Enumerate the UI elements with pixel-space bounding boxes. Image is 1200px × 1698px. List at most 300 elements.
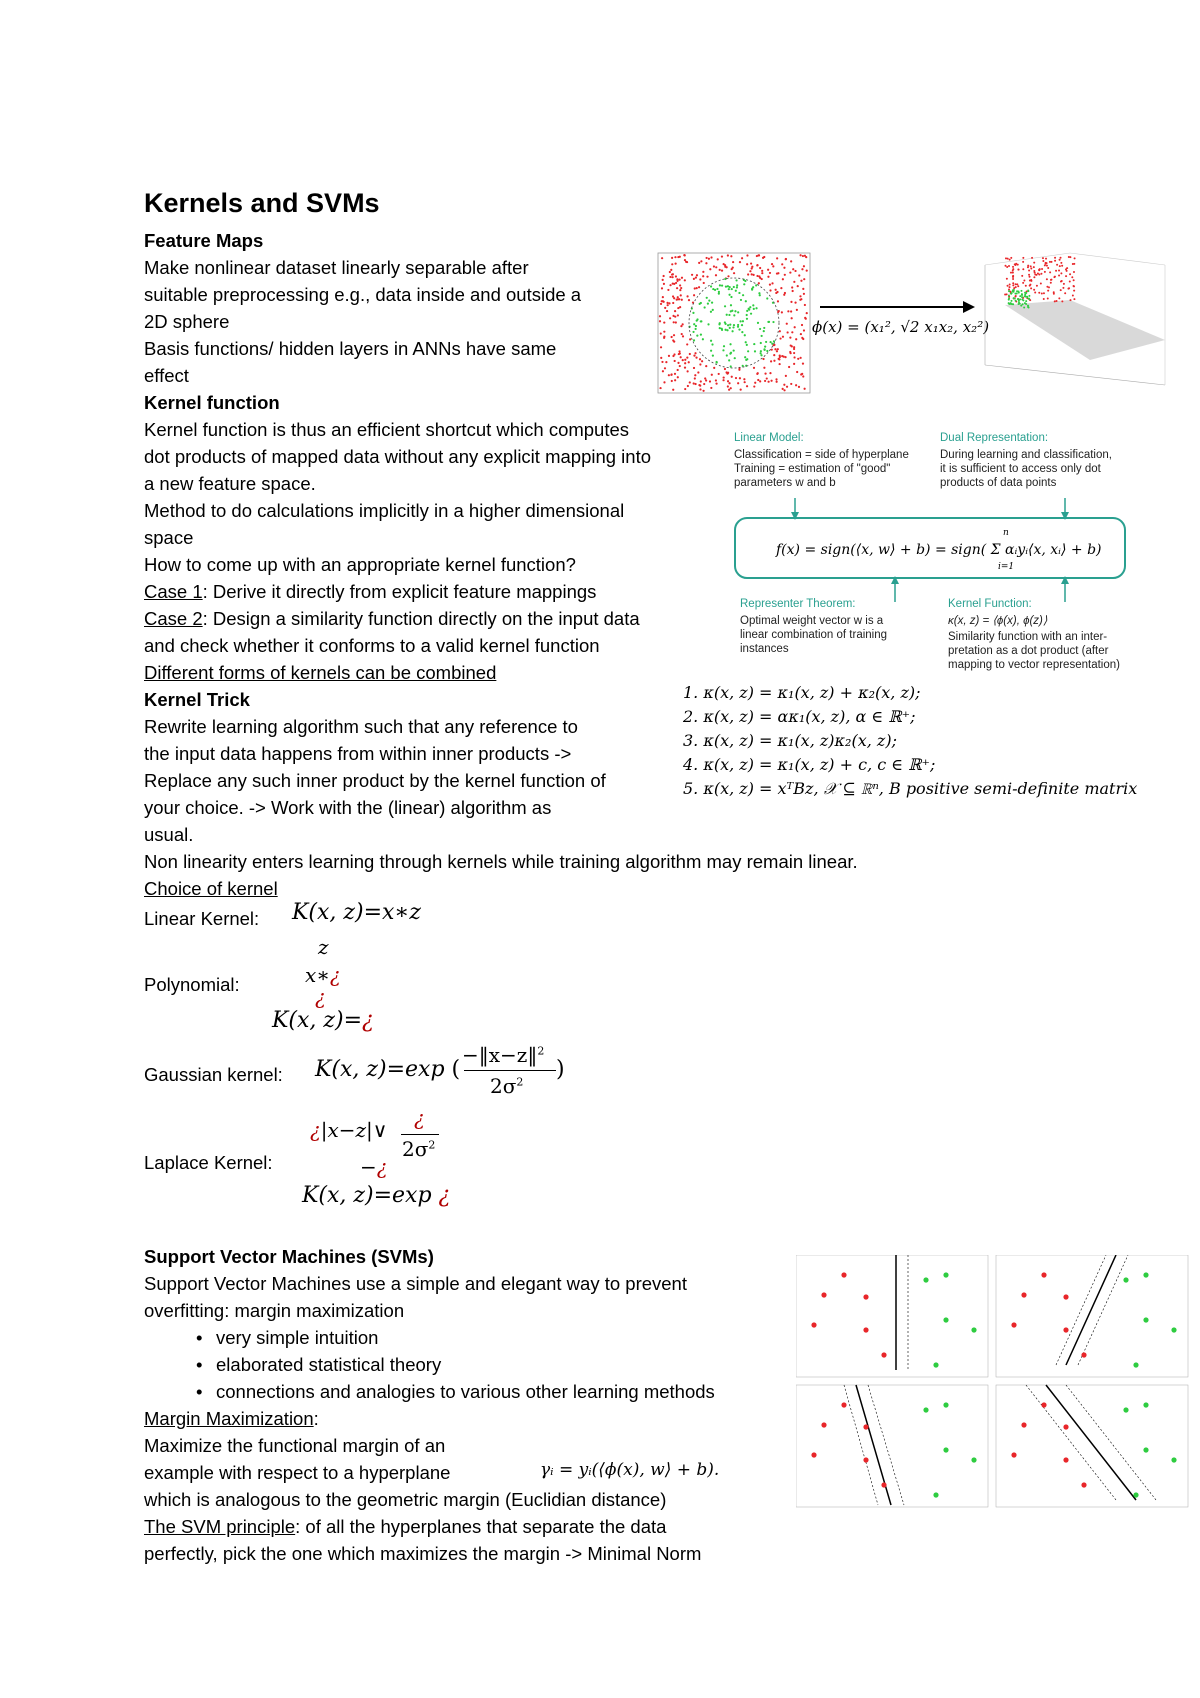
scatter-point bbox=[677, 296, 679, 298]
scatter-point bbox=[700, 380, 702, 382]
scatter-point bbox=[784, 274, 786, 276]
scatter-3d-point bbox=[1030, 265, 1032, 267]
case2-text: : Design a similarity function directly on the input data bbox=[202, 608, 640, 629]
scatter-point bbox=[728, 294, 730, 296]
scatter-3d-point bbox=[1030, 280, 1032, 282]
scatter-point bbox=[776, 350, 778, 352]
negative-point bbox=[1063, 1424, 1068, 1429]
scatter-3d-point bbox=[1058, 297, 1060, 299]
scatter-point bbox=[773, 354, 775, 356]
scatter-point bbox=[757, 379, 759, 381]
scatter-3d-point bbox=[1019, 295, 1021, 297]
gaussian-denominator: $2\sigma^2$ bbox=[490, 1074, 524, 1098]
scatter-point bbox=[710, 256, 712, 258]
scatter-point bbox=[726, 354, 728, 356]
scatter-point bbox=[787, 310, 789, 312]
scatter-3d-point bbox=[1011, 300, 1013, 302]
scatter-3d-point bbox=[1010, 272, 1012, 274]
choice-of-kernel-heading: Choice of kernel bbox=[144, 878, 278, 899]
negative-point bbox=[881, 1352, 886, 1357]
scatter-point bbox=[728, 389, 730, 391]
scatter-point bbox=[725, 286, 727, 288]
scatter-point bbox=[746, 263, 748, 265]
scatter-point bbox=[719, 284, 721, 286]
negative-point bbox=[841, 1272, 846, 1277]
scatter-3d-point bbox=[1059, 265, 1061, 267]
scatter-point bbox=[728, 314, 730, 316]
scatter-point bbox=[680, 325, 682, 327]
scatter-point bbox=[779, 354, 781, 356]
scatter-point bbox=[739, 377, 741, 379]
scatter-3d-point bbox=[1014, 293, 1016, 295]
linear-kernel-label: Linear Kernel: bbox=[144, 908, 260, 929]
scatter-point bbox=[711, 343, 713, 345]
scatter-point bbox=[795, 338, 797, 340]
scatter-point bbox=[779, 337, 781, 339]
scatter-point bbox=[695, 325, 697, 327]
scatter-3d-point bbox=[1054, 257, 1056, 259]
scatter-3d-point bbox=[1048, 286, 1050, 288]
scatter-point bbox=[787, 331, 789, 333]
hyperplane-line bbox=[856, 1385, 891, 1505]
scatter-point bbox=[660, 332, 662, 334]
scatter-point bbox=[796, 371, 798, 373]
scatter-point bbox=[760, 352, 762, 354]
scatter-point bbox=[762, 358, 764, 360]
scatter-3d-point bbox=[1038, 292, 1040, 294]
scatter-point bbox=[772, 265, 774, 267]
scatter-point bbox=[769, 289, 771, 291]
scatter-point bbox=[663, 275, 665, 277]
laplace-formula: K(x, z)=exp ¿ bbox=[302, 1183, 451, 1208]
scatter-3d-point bbox=[1013, 287, 1015, 289]
scatter-3d-point bbox=[1010, 257, 1012, 259]
dual-representation-text: During learning and classification, bbox=[940, 449, 1112, 461]
scatter-point bbox=[739, 261, 741, 263]
scatter-point bbox=[712, 309, 714, 311]
scatter-3d-point bbox=[1062, 287, 1064, 289]
scatter-point bbox=[802, 338, 804, 340]
scatter-point bbox=[777, 311, 779, 313]
svm-principle-continuation: perfectly, pick the one which maximizes the margin -> Minimal Norm bbox=[144, 1543, 702, 1564]
scatter-point bbox=[723, 376, 725, 378]
positive-point bbox=[943, 1272, 948, 1277]
scatter-3d-point bbox=[1037, 272, 1039, 274]
scatter-point bbox=[761, 270, 763, 272]
sum-upper-limit: n bbox=[1003, 528, 1009, 538]
scatter-3d-point bbox=[1009, 259, 1011, 261]
negative-point bbox=[863, 1424, 868, 1429]
scatter-point bbox=[738, 328, 740, 330]
kernel-trick-line: Rewrite learning algorithm such that any reference to bbox=[144, 716, 578, 737]
scatter-point bbox=[788, 366, 790, 368]
scatter-point bbox=[671, 273, 673, 275]
svm-panel bbox=[796, 1255, 988, 1377]
svm-hyperplane-figures bbox=[796, 1255, 1196, 1515]
scatter-point bbox=[746, 318, 748, 320]
kernel-trick-line: the input data happens from within inner products -> bbox=[144, 743, 572, 764]
scatter-point bbox=[791, 317, 793, 319]
scatter-point bbox=[678, 298, 680, 300]
negative-point bbox=[1041, 1402, 1046, 1407]
list-item: • very simple intuition bbox=[216, 1324, 378, 1351]
scatter-point bbox=[738, 369, 740, 371]
scatter-3d-point bbox=[1022, 303, 1024, 305]
scatter-point bbox=[694, 352, 696, 354]
svm-panel bbox=[996, 1385, 1188, 1507]
scatter-point bbox=[734, 310, 736, 312]
scatter-point bbox=[693, 355, 695, 357]
scatter-point bbox=[729, 343, 731, 345]
scatter-point bbox=[793, 356, 795, 358]
scatter-point bbox=[790, 383, 792, 385]
scatter-3d-point bbox=[1046, 265, 1048, 267]
scatter-point bbox=[723, 345, 725, 347]
scatter-point bbox=[759, 267, 761, 269]
scatter-point bbox=[713, 265, 715, 267]
scatter-3d-point bbox=[1030, 268, 1032, 270]
scatter-point bbox=[801, 268, 803, 270]
scatter-point bbox=[724, 321, 726, 323]
scatter-point bbox=[715, 361, 717, 363]
scatter-3d-point bbox=[1046, 278, 1048, 280]
scatter-3d-point bbox=[1044, 271, 1046, 273]
svm-intro: overfitting: margin maximization bbox=[144, 1300, 405, 1321]
scatter-point bbox=[790, 310, 792, 312]
scatter-point bbox=[784, 356, 786, 358]
scatter-3d-point bbox=[1013, 297, 1015, 299]
scatter-point bbox=[704, 377, 706, 379]
scatter-3d-point bbox=[1015, 283, 1017, 285]
scatter-3d-point bbox=[1054, 276, 1056, 278]
scatter-point bbox=[724, 266, 726, 268]
scatter-point bbox=[670, 374, 672, 376]
scatter-point bbox=[659, 387, 661, 389]
scatter-point bbox=[757, 322, 759, 324]
scatter-point bbox=[790, 301, 792, 303]
scatter-point bbox=[681, 277, 683, 279]
scatter-point bbox=[678, 350, 680, 352]
scatter-3d-point bbox=[1041, 268, 1043, 270]
scatter-point bbox=[695, 357, 697, 359]
scatter-point bbox=[661, 257, 663, 259]
scatter-point bbox=[753, 308, 755, 310]
scatter-point bbox=[799, 254, 801, 256]
case1-text: : Derive it directly from explicit feature mappings bbox=[202, 581, 597, 602]
scatter-point bbox=[714, 289, 716, 291]
margin-maximization-heading-line: Margin Maximization: bbox=[144, 1408, 319, 1429]
scatter-3d-point bbox=[1043, 292, 1045, 294]
scatter-point bbox=[746, 344, 748, 346]
scatter-point bbox=[662, 300, 664, 302]
scatter-point bbox=[733, 349, 735, 351]
scatter-point bbox=[806, 312, 808, 314]
scatter-point bbox=[677, 256, 679, 258]
scatter-point bbox=[755, 284, 757, 286]
scatter-3d-point bbox=[1033, 289, 1035, 291]
scatter-point bbox=[784, 292, 786, 294]
decision-function-formula: f(x) = sign(⟨x, w⟩ + b) = sign( Σ αᵢyᵢ⟨x, xᵢ⟩ + b) bbox=[776, 542, 1102, 558]
scatter-point bbox=[743, 378, 745, 380]
scatter-point bbox=[729, 327, 731, 329]
kernel-function-box-text: κ(x, z) = ⟨ϕ(x), ϕ(z)⟩ bbox=[948, 615, 1048, 627]
scatter-point bbox=[723, 263, 725, 265]
scatter-point bbox=[693, 339, 695, 341]
scatter-point bbox=[753, 274, 755, 276]
scatter-point bbox=[746, 310, 748, 312]
scatter-point bbox=[733, 272, 735, 274]
scatter-point bbox=[721, 270, 723, 272]
scatter-point bbox=[671, 380, 673, 382]
scatter-point bbox=[732, 261, 734, 263]
scatter-3d-point bbox=[1073, 271, 1075, 273]
scatter-point bbox=[666, 302, 668, 304]
scatter-3d-point bbox=[1022, 261, 1024, 263]
scatter-point bbox=[689, 353, 691, 355]
scatter-point bbox=[716, 288, 718, 290]
scatter-point bbox=[703, 383, 705, 385]
scatter-point bbox=[789, 271, 791, 273]
scatter-point bbox=[675, 282, 677, 284]
scatter-point bbox=[761, 272, 763, 274]
scatter-3d-point bbox=[1005, 257, 1007, 259]
scatter-point bbox=[776, 257, 778, 259]
scatter-3d-point bbox=[1011, 292, 1013, 294]
scatter-point bbox=[745, 341, 747, 343]
scatter-point bbox=[727, 324, 729, 326]
gaussian-fraction-bar bbox=[464, 1070, 556, 1071]
scatter-point bbox=[695, 328, 697, 330]
scatter-3d-point bbox=[1073, 285, 1075, 287]
scatter-point bbox=[712, 355, 714, 357]
scatter-point bbox=[721, 328, 723, 330]
scatter-3d-point bbox=[1049, 271, 1051, 273]
scatter-point bbox=[791, 286, 793, 288]
scatter-3d-point bbox=[1047, 267, 1049, 269]
scatter-point bbox=[754, 350, 756, 352]
scatter-3d-point bbox=[1014, 296, 1016, 298]
scatter-point bbox=[673, 321, 675, 323]
scatter-3d-point bbox=[1017, 285, 1019, 287]
scatter-point bbox=[790, 344, 792, 346]
positive-point bbox=[943, 1447, 948, 1452]
scatter-point bbox=[679, 352, 681, 354]
negative-point bbox=[881, 1482, 886, 1487]
scatter-point bbox=[773, 340, 775, 342]
scatter-point bbox=[682, 335, 684, 337]
scatter-point bbox=[731, 376, 733, 378]
scatter-point bbox=[728, 359, 730, 361]
positive-point bbox=[923, 1407, 928, 1412]
scatter-point bbox=[721, 284, 723, 286]
negative-point bbox=[1011, 1322, 1016, 1327]
scatter-point bbox=[719, 322, 721, 324]
scatter-point bbox=[719, 327, 721, 329]
scatter-3d-point bbox=[1056, 264, 1058, 266]
scatter-3d-point bbox=[1031, 257, 1033, 259]
kernel-trick-heading: Kernel Trick bbox=[144, 689, 250, 710]
scatter-3d-point bbox=[1024, 294, 1026, 296]
scatter-3d-point bbox=[1061, 300, 1063, 302]
scatter-point bbox=[750, 313, 752, 315]
scatter-point bbox=[730, 255, 732, 257]
negative-point bbox=[1021, 1292, 1026, 1297]
scatter-point bbox=[744, 381, 746, 383]
negative-point bbox=[821, 1292, 826, 1297]
scatter-point bbox=[692, 312, 694, 314]
scatter-point bbox=[682, 323, 684, 325]
scatter-point bbox=[696, 274, 698, 276]
scatter-point bbox=[662, 296, 664, 298]
gaussian-kernel-formula: K(x, z)=exp ( bbox=[315, 1057, 461, 1082]
scatter-3d-point bbox=[1060, 257, 1062, 259]
scatter-3d-point bbox=[1027, 266, 1029, 268]
polynomial-x: x∗¿ bbox=[305, 963, 341, 987]
scatter-point bbox=[770, 380, 772, 382]
scatter-point bbox=[737, 311, 739, 313]
scatter-point bbox=[710, 285, 712, 287]
scatter-point bbox=[748, 308, 750, 310]
scatter-point bbox=[783, 267, 785, 269]
scatter-3d-point bbox=[1017, 269, 1019, 271]
feature-maps-line: suitable preprocessing e.g., data inside and outside a bbox=[144, 284, 582, 305]
scatter-point bbox=[793, 352, 795, 354]
positive-point bbox=[1123, 1277, 1128, 1282]
representer-theorem-text: Optimal weight vector w is a bbox=[740, 615, 884, 627]
scatter-3d-point bbox=[1016, 283, 1018, 285]
scatter-3d-point bbox=[1050, 279, 1052, 281]
scatter-3d-point bbox=[1033, 262, 1035, 264]
scatter-point bbox=[718, 373, 720, 375]
scatter-point bbox=[777, 348, 779, 350]
scatter-2d-points bbox=[659, 254, 808, 392]
scatter-point bbox=[718, 291, 720, 293]
svm-panel bbox=[796, 1385, 988, 1507]
margin-maximization-heading: Margin Maximization bbox=[144, 1408, 314, 1429]
scatter-point bbox=[679, 365, 681, 367]
scatter-point bbox=[728, 382, 730, 384]
scatter-point bbox=[805, 256, 807, 258]
scatter-point bbox=[746, 385, 748, 387]
scatter-3d-point bbox=[1009, 286, 1011, 288]
scatter-point bbox=[732, 326, 734, 328]
scatter-3d-point bbox=[1028, 270, 1030, 272]
scatter-point bbox=[669, 276, 671, 278]
scatter-point bbox=[726, 329, 728, 331]
scatter-point bbox=[783, 389, 785, 391]
scatter-point bbox=[671, 276, 673, 278]
scatter-point bbox=[768, 321, 770, 323]
scatter-point bbox=[668, 355, 670, 357]
scatter-point bbox=[794, 326, 796, 328]
scatter-point bbox=[747, 273, 749, 275]
scatter-point bbox=[662, 370, 664, 372]
scatter-3d-point bbox=[1028, 298, 1030, 300]
hyperplane-line bbox=[1046, 1385, 1136, 1500]
scatter-point bbox=[792, 268, 794, 270]
scatter-3d-point bbox=[1007, 285, 1009, 287]
scatter-point bbox=[794, 301, 796, 303]
scatter-point bbox=[699, 278, 701, 280]
positive-point bbox=[923, 1277, 928, 1282]
scatter-3d-point bbox=[1012, 278, 1014, 280]
scatter-point bbox=[786, 386, 788, 388]
scatter-3d-point bbox=[1054, 300, 1056, 302]
negative-point bbox=[841, 1402, 846, 1407]
scatter-point bbox=[715, 383, 717, 385]
scatter-3d-plot bbox=[985, 253, 1165, 385]
scatter-3d-point bbox=[1058, 274, 1060, 276]
scatter-3d-point bbox=[1022, 257, 1024, 259]
polynomial-formula: K(x, z)=¿ bbox=[272, 1008, 374, 1033]
scatter-point bbox=[703, 282, 705, 284]
scatter-3d-point bbox=[1042, 257, 1044, 259]
negative-point bbox=[811, 1322, 816, 1327]
scatter-point bbox=[708, 300, 710, 302]
scatter-point bbox=[727, 385, 729, 387]
scatter-point bbox=[727, 372, 729, 374]
scatter-point bbox=[764, 380, 766, 382]
scatter-point bbox=[710, 387, 712, 389]
scatter-point bbox=[684, 259, 686, 261]
scatter-point bbox=[693, 367, 695, 369]
scatter-point bbox=[793, 348, 795, 350]
negative-point bbox=[1063, 1294, 1068, 1299]
scatter-point bbox=[785, 258, 787, 260]
margin-line: which is analogous to the geometric margin (Euclidian distance) bbox=[144, 1489, 667, 1510]
scatter-point bbox=[705, 262, 707, 264]
scatter-point bbox=[763, 348, 765, 350]
kernel-function-line: Kernel function is thus an efficient shortcut which computes bbox=[144, 419, 630, 440]
scatter-point bbox=[767, 269, 769, 271]
scatter-point bbox=[727, 275, 729, 277]
scatter-point bbox=[760, 354, 762, 356]
scatter-3d-point bbox=[1072, 294, 1074, 296]
representer-theorem-title: Representer Theorem: bbox=[740, 598, 856, 610]
scatter-point bbox=[659, 315, 661, 317]
scatter-point bbox=[742, 294, 744, 296]
negative-point bbox=[811, 1452, 816, 1457]
scatter-point bbox=[705, 365, 707, 367]
hyperplane-line bbox=[1066, 1255, 1116, 1365]
scatter-point bbox=[674, 360, 676, 362]
scatter-point bbox=[802, 288, 804, 290]
scatter-point bbox=[705, 379, 707, 381]
gaussian-close-paren: ) bbox=[556, 1057, 565, 1082]
scatter-point bbox=[789, 337, 791, 339]
scatter-3d-point bbox=[1015, 300, 1017, 302]
scatter-3d-point bbox=[1060, 262, 1062, 264]
scatter-point bbox=[699, 388, 701, 390]
scatter-point bbox=[741, 331, 743, 333]
margin-line: Maximize the functional margin of an bbox=[144, 1435, 446, 1456]
scatter-point bbox=[767, 381, 769, 383]
scatter-point bbox=[677, 314, 679, 316]
scatter-point bbox=[785, 375, 787, 377]
case2-line bbox=[144, 605, 640, 632]
scatter-point bbox=[766, 297, 768, 299]
scatter-3d-point bbox=[1033, 270, 1035, 272]
scatter-point bbox=[727, 254, 729, 256]
scatter-point bbox=[794, 270, 796, 272]
scatter-point bbox=[753, 367, 755, 369]
representer-theorem-text: linear combination of training bbox=[740, 629, 888, 641]
scatter-point bbox=[669, 317, 671, 319]
scatter-point bbox=[770, 360, 772, 362]
scatter-3d-point bbox=[1010, 303, 1012, 305]
negative-point bbox=[1081, 1482, 1086, 1487]
laplace-fraction-bar bbox=[401, 1134, 439, 1135]
